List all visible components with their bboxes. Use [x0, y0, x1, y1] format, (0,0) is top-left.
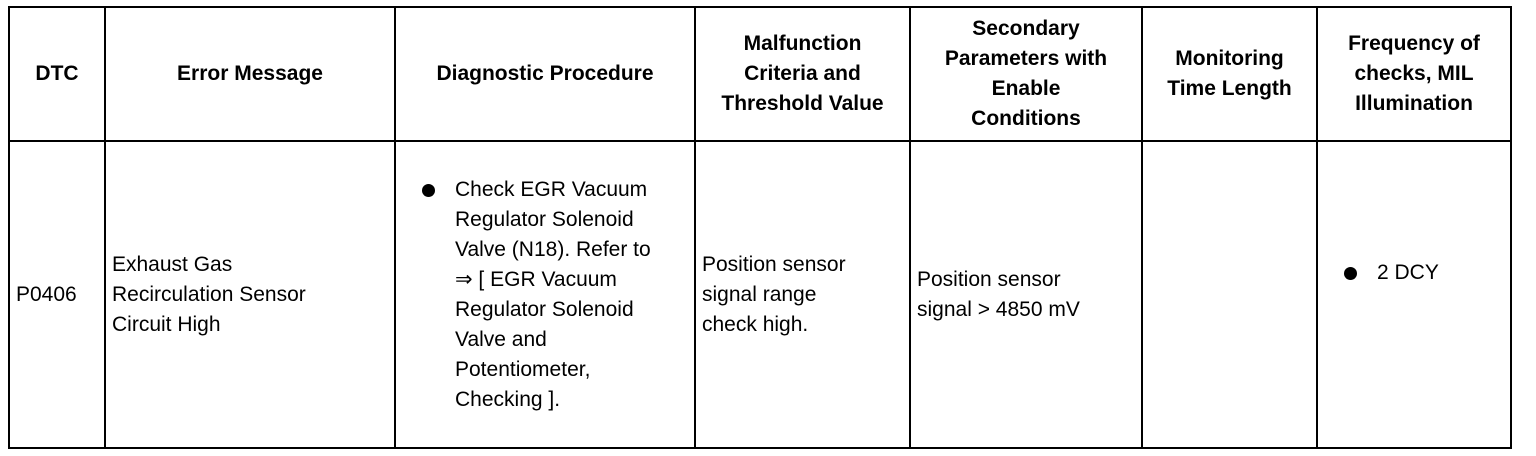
cell-secondary-parameters: Position sensor signal > 4850 mV — [910, 141, 1142, 448]
cell-malfunction-criteria: Position sensor signal range check high. — [695, 141, 910, 448]
cell-frequency — [1317, 141, 1511, 448]
cell-dtc-code: P0406 — [9, 141, 105, 448]
frequency-text: 2 DCY — [1377, 260, 1439, 284]
header-monitoring-time: Monitoring Time Length — [1142, 7, 1317, 141]
header-diagnostic-procedure: Diagnostic Procedure — [395, 7, 695, 141]
cell-diagnostic-procedure — [395, 141, 695, 448]
bullet-icon — [422, 184, 435, 197]
dtc-table — [8, 6, 1512, 449]
header-row — [9, 7, 1511, 141]
bullet-icon — [1344, 267, 1357, 280]
cell-monitoring-time — [1142, 141, 1317, 448]
cell-error-message: Exhaust Gas Recirculation Sensor Circuit High — [105, 141, 395, 448]
header-frequency: Frequency of checks, MIL Illumination — [1317, 7, 1511, 141]
table-row — [9, 141, 1511, 448]
procedure-text: Check EGR Vacuum Regulator Solenoid Valve (N18). Refer to ⇒ [ EGR Vacuum Regulator Solenoid Valve and Potentiometer, Checking ]. — [455, 177, 651, 411]
header-dtc: DTC — [9, 7, 105, 141]
header-secondary-parameters: Secondary Parameters with Enable Conditions — [910, 7, 1142, 141]
header-malfunction-criteria: Malfunction Criteria and Threshold Value — [695, 7, 910, 141]
header-error-message: Error Message — [105, 7, 395, 141]
